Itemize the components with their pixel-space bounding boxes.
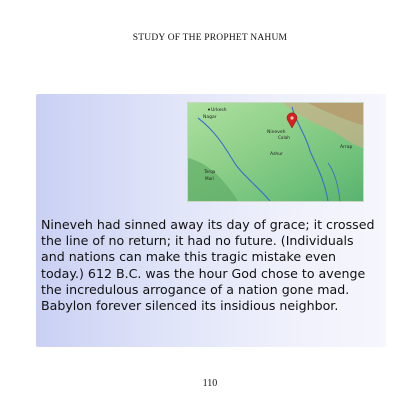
page-header: STUDY OF THE PROPHET NAHUM [132,33,288,43]
slide-body-text: Nineveh had sinned away its day of grace; it crossed the line of no return; it had no future. (Individuals and nations can make this tragic mistake even today.) 612 B.C. was the hour God chose to avenge the incredulous arrogance of a nation gone mad. Babylon forever silenced its insidious neighbor. [41,217,375,314]
label-mari: Mari [205,176,215,181]
page-number: 110 [202,378,218,389]
urkesh-dot [208,109,210,111]
label-terqa: Terqa [204,169,216,174]
label-nagar: Nagar [203,115,217,120]
label-nineveh: Nineveh [267,130,286,135]
slide-panel [36,94,386,347]
label-calah: Calah [278,135,290,140]
map-graphic [188,103,363,201]
label-arrap: Arrap [340,145,353,150]
label-assur: Ashur [270,152,283,157]
label-urkesh: Urkesh [211,108,227,113]
region-map [187,102,364,202]
